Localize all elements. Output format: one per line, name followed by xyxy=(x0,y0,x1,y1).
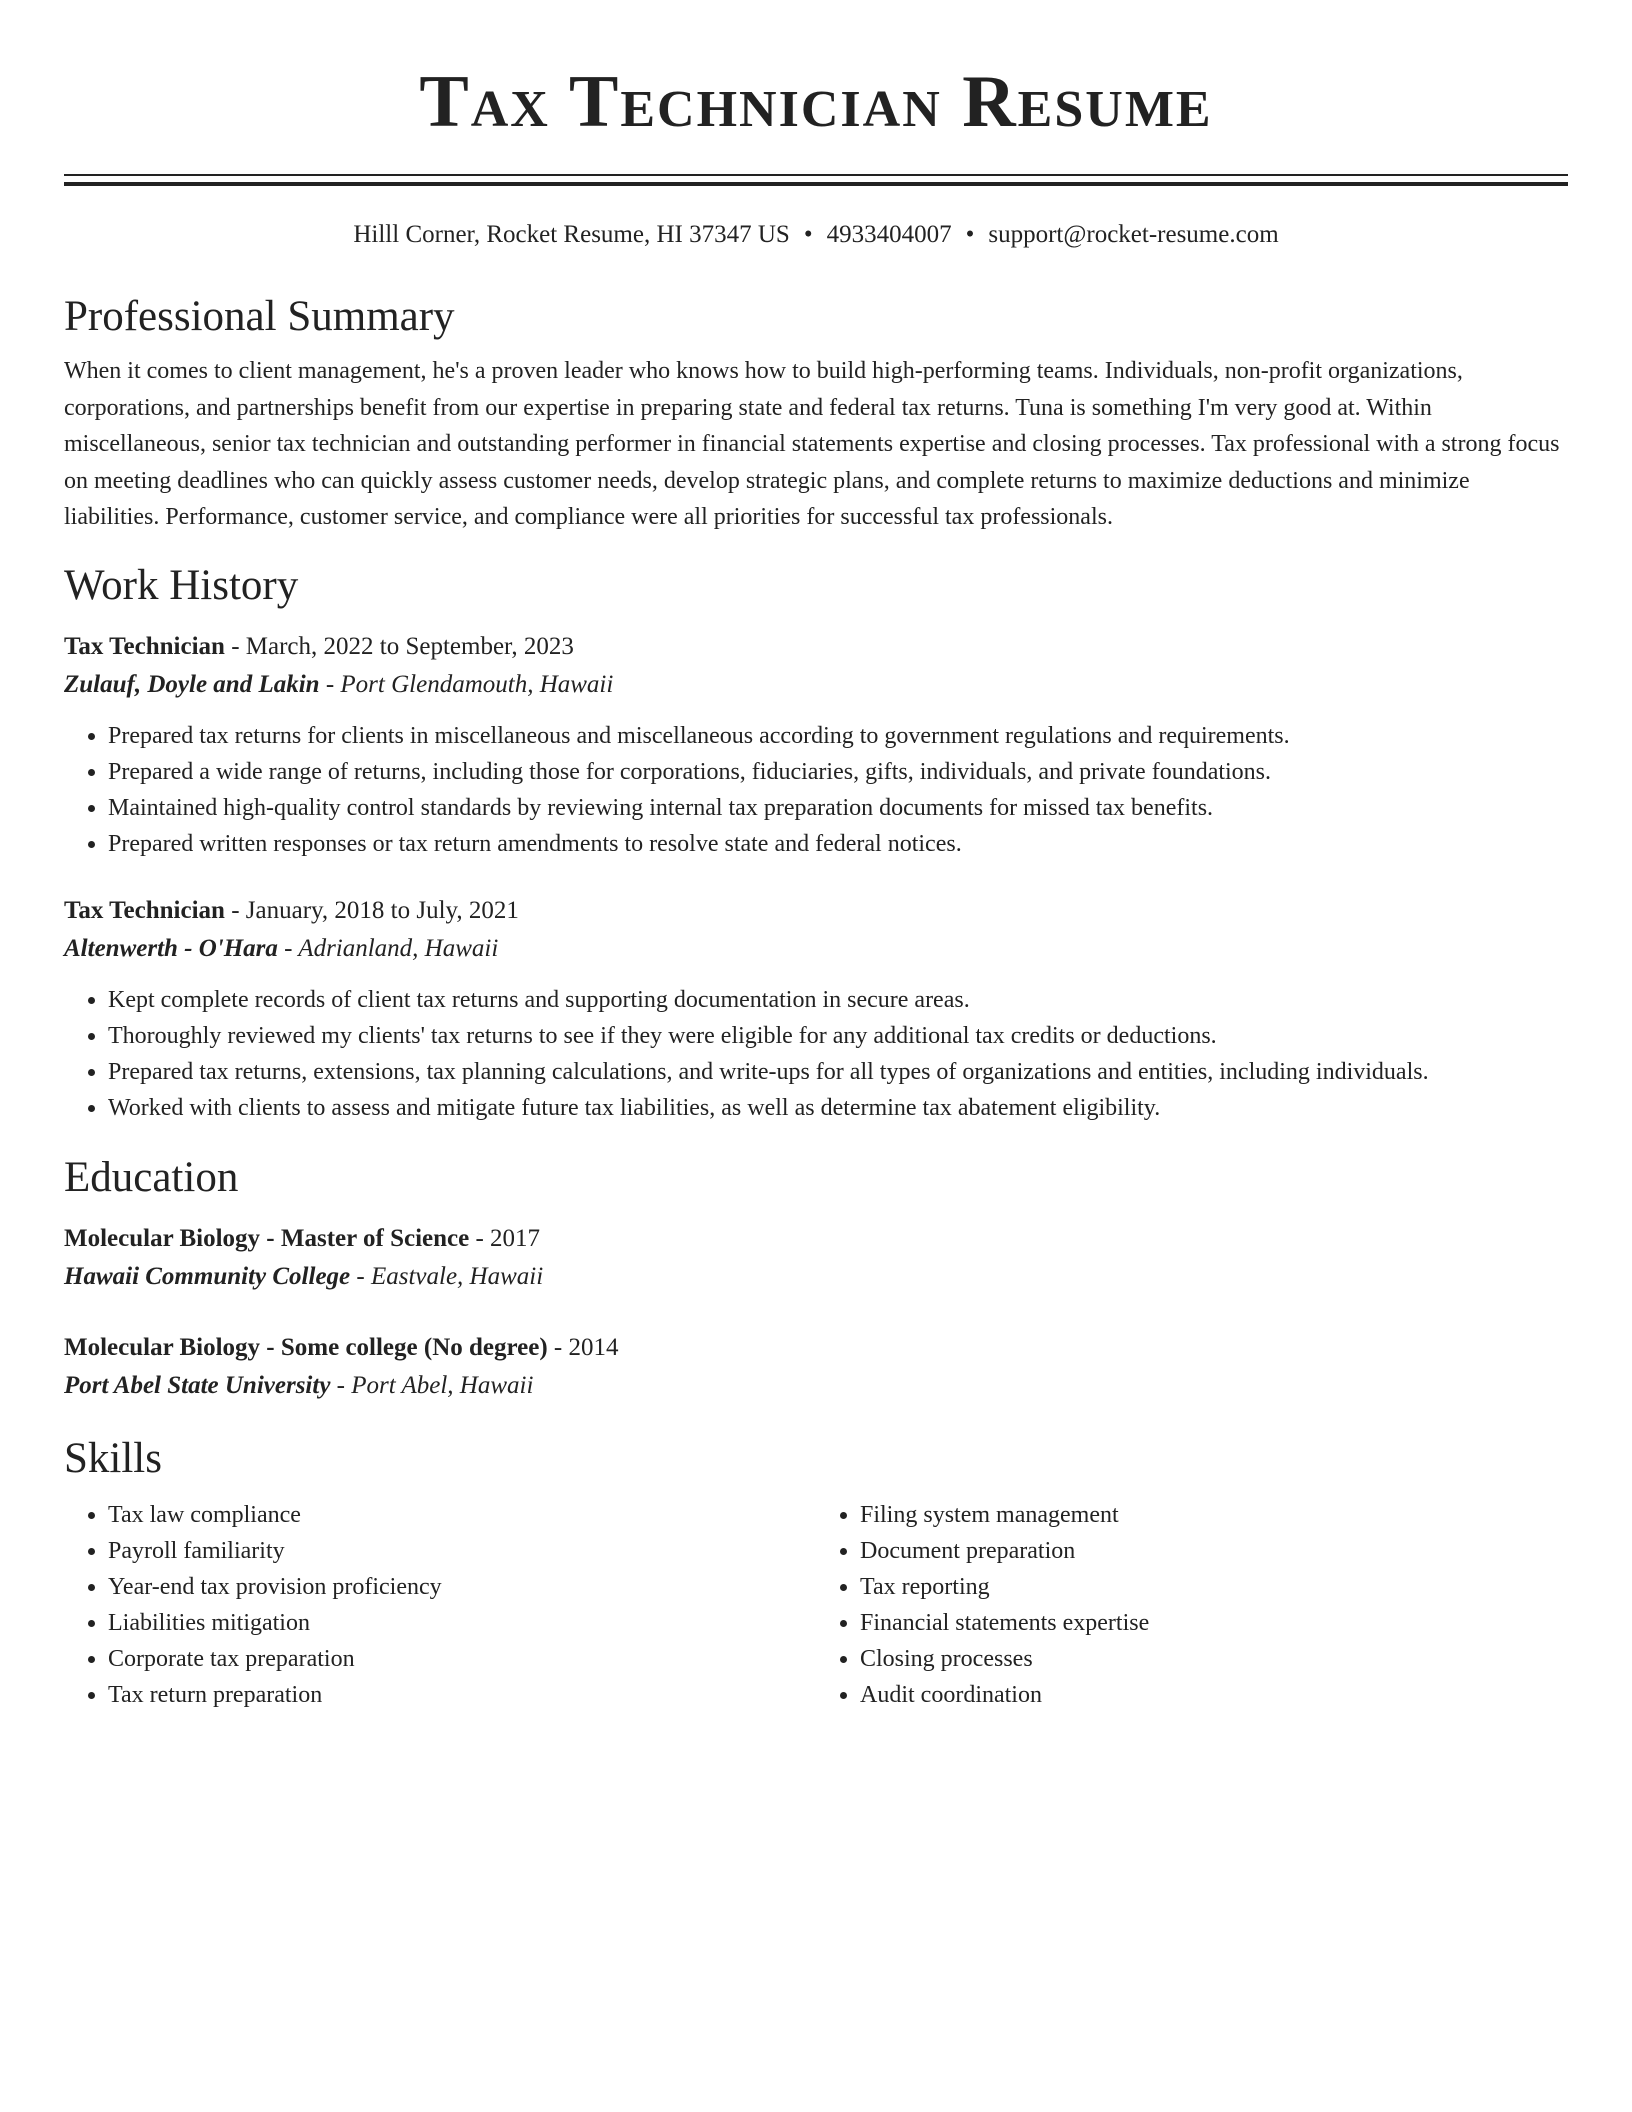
job-title: Tax Technician xyxy=(64,632,225,660)
skill-item: • Tax law compliance xyxy=(108,1497,816,1533)
job-title: Tax Technician xyxy=(64,896,225,924)
education-location: - Eastvale, Hawaii xyxy=(350,1262,544,1290)
skill-item: • Closing processes xyxy=(860,1641,1568,1677)
skill-item: • Year-end tax provision proficiency xyxy=(108,1569,816,1605)
title-divider-thin xyxy=(64,174,1568,176)
skills-grid xyxy=(64,1497,1568,1713)
education-institution xyxy=(64,1367,1568,1405)
title-divider-thick xyxy=(64,182,1568,186)
skill-item: • Corporate tax preparation xyxy=(108,1641,816,1677)
education-entry xyxy=(64,1329,1568,1405)
section-heading-work-history: Work History xyxy=(64,561,299,609)
job-location: - Port Glendamouth, Hawaii xyxy=(319,670,614,698)
job-duty: • Prepared a wide range of returns, including those for corporations, fiduciaries, gifts, individuals, and private foundations. xyxy=(108,754,1568,790)
skill-item: • Document preparation xyxy=(860,1533,1568,1569)
job-header xyxy=(64,892,1568,930)
job-location: - Adrianland, Hawaii xyxy=(277,934,499,962)
education-year: - 2014 xyxy=(547,1333,619,1361)
skill-item: • Filing system management xyxy=(860,1497,1568,1533)
job-company: Altenwerth - O'Hara xyxy=(64,934,278,962)
section-heading-summary: Professional Summary xyxy=(64,293,455,340)
job-duty: • Thoroughly reviewed my clients' tax returns to see if they were eligible for any additional tax credits or deductions. xyxy=(108,1018,1568,1054)
education-header xyxy=(64,1329,1568,1367)
job-duty: • Kept complete records of client tax returns and supporting documentation in secure areas. xyxy=(108,982,1568,1018)
education-location: - Port Abel, Hawaii xyxy=(330,1371,534,1399)
job-duty: • Worked with clients to assess and mitigate future tax liabilities, as well as determine tax abatement eligibility. xyxy=(108,1090,1568,1126)
job-employer xyxy=(64,666,1568,704)
job-entry xyxy=(64,892,1568,1126)
job-dates: - March, 2022 to September, 2023 xyxy=(224,632,574,660)
skill-item: • Payroll familiarity xyxy=(108,1533,816,1569)
skills-column-left xyxy=(64,1497,816,1713)
contact-line xyxy=(64,219,1568,251)
job-duties-list xyxy=(64,982,1568,1126)
resume-title: Tax Technician Resume xyxy=(419,61,1213,143)
section-heading-education: Education xyxy=(64,1153,239,1201)
skill-item: • Liabilities mitigation xyxy=(108,1605,816,1641)
skills-list xyxy=(64,1497,816,1713)
summary-text: When it comes to client management, he's a proven leader who knows how to build high-performing teams. Individuals, non-profit organizations, corporations, and partnerships benefit from our expertise in preparing state and federal tax returns. Tuna is something I'm very good at. Within miscellaneous, senior tax technician and outstanding performer in financial statements expertise and closing processes. Tax professional with a strong focus on meeting deadlines who can quickly assess customer needs, develop strategic plans, and complete returns to maximize deductions and minimize liabilities. Performance, customer service, and compliance were all priorities for successful tax professionals. xyxy=(64,358,1560,530)
contact-separator: • xyxy=(965,221,975,248)
job-duties-list xyxy=(64,718,1568,862)
contact-phone: 4933404007 xyxy=(826,221,952,248)
contact-email: support@rocket-resume.com xyxy=(988,221,1279,248)
skills-column-right xyxy=(816,1497,1568,1713)
skill-item: • Tax reporting xyxy=(860,1569,1568,1605)
job-duty: • Prepared tax returns for clients in miscellaneous and miscellaneous according to government regulations and requirements. xyxy=(108,718,1568,754)
contact-separator: • xyxy=(803,221,813,248)
job-duty: • Prepared written responses or tax return amendments to resolve state and federal notices. xyxy=(108,826,1568,862)
section-heading-skills: Skills xyxy=(64,1434,162,1482)
skill-item: • Tax return preparation xyxy=(108,1677,816,1713)
job-duty: • Maintained high-quality control standards by reviewing internal tax preparation documents for missed tax benefits. xyxy=(108,790,1568,826)
education-school: Port Abel State University xyxy=(64,1371,331,1399)
education-entry xyxy=(64,1220,1568,1296)
skill-item: • Financial statements expertise xyxy=(860,1605,1568,1641)
job-entry xyxy=(64,628,1568,862)
job-header xyxy=(64,628,1568,666)
job-duty: • Prepared tax returns, extensions, tax planning calculations, and write-ups for all types of organizations and entities, including individuals. xyxy=(108,1054,1568,1090)
education-school: Hawaii Community College xyxy=(64,1262,351,1290)
education-degree: Molecular Biology - Master of Science xyxy=(64,1224,470,1252)
job-company: Zulauf, Doyle and Lakin xyxy=(64,670,320,698)
education-year: - 2017 xyxy=(469,1224,541,1252)
skill-item: • Audit coordination xyxy=(860,1677,1568,1713)
education-header xyxy=(64,1220,1568,1258)
education-institution xyxy=(64,1258,1568,1296)
job-dates: - January, 2018 to July, 2021 xyxy=(224,896,519,924)
contact-address: Hilll Corner, Rocket Resume, HI 37347 US xyxy=(353,221,790,248)
skills-list xyxy=(816,1497,1568,1713)
education-degree: Molecular Biology - Some college (No degree) xyxy=(64,1333,548,1361)
job-employer xyxy=(64,930,1568,968)
